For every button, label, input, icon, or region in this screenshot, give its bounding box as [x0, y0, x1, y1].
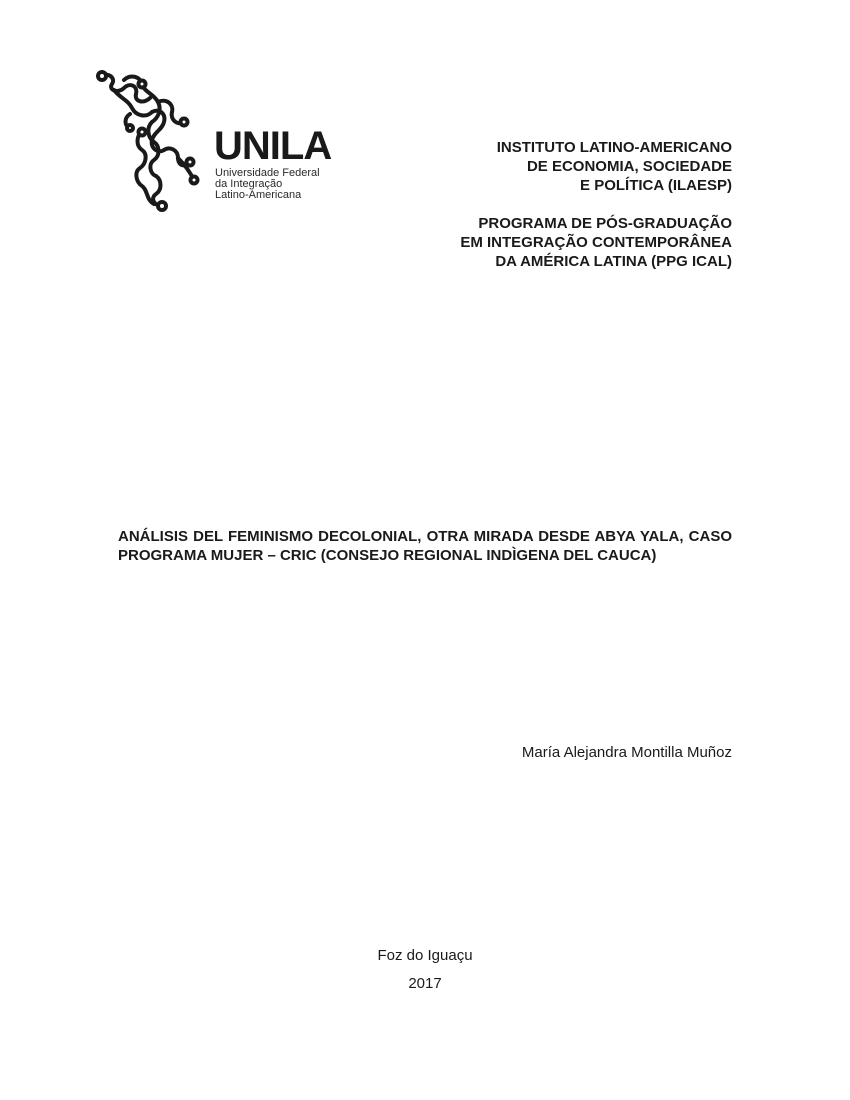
- institution-line: E POLÍTICA (ILAESP): [580, 177, 732, 194]
- logo-subtitle-line: Latino-Americana: [215, 189, 302, 201]
- logo-subtitle-line: da Integração: [215, 178, 283, 190]
- program-line: DA AMÉRICA LATINA (PPG ICAL): [495, 253, 732, 270]
- author-name: María Alejandra Montilla Muñoz: [521, 744, 732, 761]
- program-line: PROGRAMA DE PÓS-GRADUAÇÃO: [478, 215, 732, 232]
- institution-line: INSTITUTO LATINO-AMERICANO: [496, 139, 732, 156]
- city: Foz do Iguaçu: [377, 947, 473, 964]
- logo-subtitle-line: Universidade Federal: [215, 167, 320, 179]
- institution-line: DE ECONOMIA, SOCIEDADE: [526, 158, 732, 175]
- thesis-title: ANÁLISIS DEL FEMINISMO DECOLONIAL, OTRA MIRADA DESDE ABYA YALA, CASO PROGRAMA MUJER – CRIC (CONSEJO REGIONAL INDÌGENA DEL CAUCA): [118, 528, 732, 564]
- program-line: EM INTEGRAÇÃO CONTEMPORÂNEA: [460, 234, 732, 251]
- institution-heading: [497, 138, 732, 195]
- logo-subtitle: [215, 168, 320, 201]
- logo-wordmark: UNILA: [214, 124, 332, 168]
- unila-logo: [94, 68, 334, 213]
- unila-logo-mark-icon: [94, 68, 212, 213]
- year: 2017: [408, 975, 442, 992]
- program-heading: [460, 214, 732, 271]
